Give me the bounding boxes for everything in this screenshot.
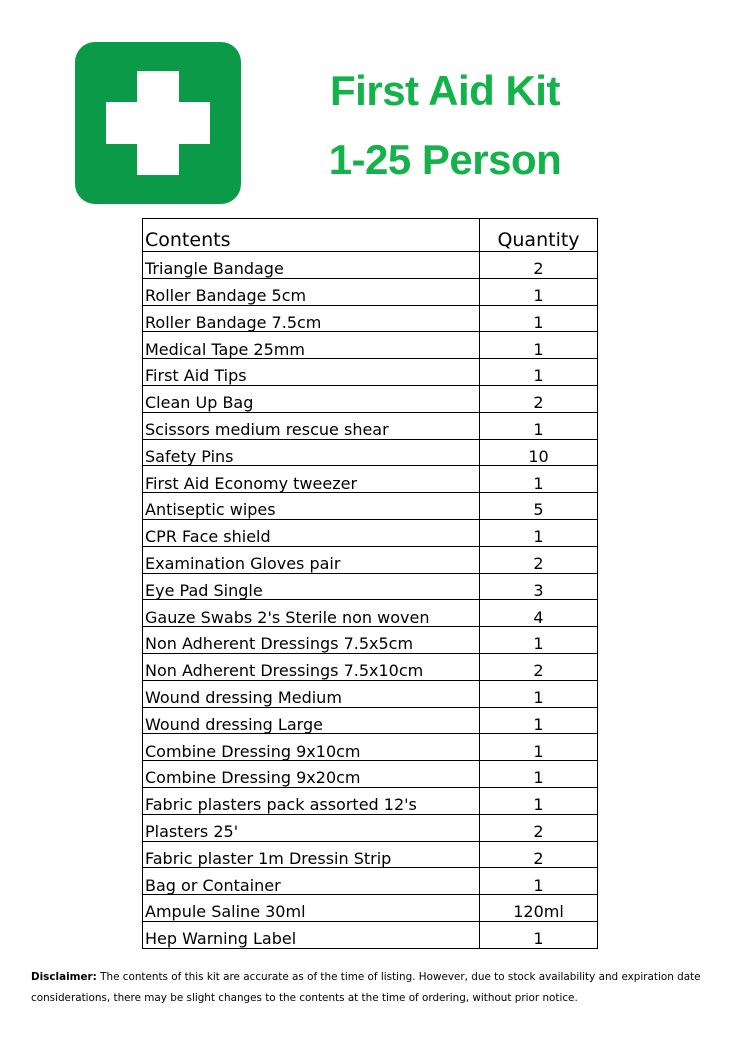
item-quantity-cell: 1 xyxy=(480,868,598,895)
item-name-cell: Triangle Bandage xyxy=(143,252,480,279)
page-title: First Aid Kit xyxy=(330,67,560,114)
item-name-cell: Wound dressing Large xyxy=(143,707,480,734)
contents-column-header: Contents xyxy=(143,219,480,252)
table-row xyxy=(143,519,598,546)
table-row xyxy=(143,734,598,761)
item-quantity-cell: 2 xyxy=(480,252,598,279)
item-name-cell: Hep Warning Label xyxy=(143,921,480,948)
item-quantity-cell: 1 xyxy=(480,278,598,305)
item-quantity-cell: 1 xyxy=(480,921,598,948)
item-quantity-cell: 1 xyxy=(480,734,598,761)
first-aid-cross-icon xyxy=(75,42,241,204)
item-quantity-cell: 1 xyxy=(480,627,598,654)
table-row xyxy=(143,627,598,654)
item-quantity-cell: 120ml xyxy=(480,895,598,922)
item-name-cell: Wound dressing Medium xyxy=(143,680,480,707)
item-name-cell: Medical Tape 25mm xyxy=(143,332,480,359)
table-row xyxy=(143,841,598,868)
item-quantity-cell: 1 xyxy=(480,519,598,546)
table-row xyxy=(143,332,598,359)
item-quantity-cell: 2 xyxy=(480,385,598,412)
item-name-cell: Roller Bandage 7.5cm xyxy=(143,305,480,332)
table-body xyxy=(143,252,598,949)
table-row xyxy=(143,868,598,895)
item-quantity-cell: 2 xyxy=(480,841,598,868)
item-name-cell: Combine Dressing 9x10cm xyxy=(143,734,480,761)
item-name-cell: First Aid Economy tweezer xyxy=(143,466,480,493)
item-name-cell: Examination Gloves pair xyxy=(143,546,480,573)
item-name-cell: Eye Pad Single xyxy=(143,573,480,600)
disclaimer-label: Disclaimer: xyxy=(31,971,97,983)
table-row xyxy=(143,787,598,814)
item-name-cell: Fabric plaster 1m Dressin Strip xyxy=(143,841,480,868)
item-name-cell: Bag or Container xyxy=(143,868,480,895)
table-row xyxy=(143,600,598,627)
item-name-cell: Safety Pins xyxy=(143,439,480,466)
cross-horizontal-bar xyxy=(106,102,210,144)
table-row xyxy=(143,761,598,788)
item-quantity-cell: 1 xyxy=(480,332,598,359)
item-quantity-cell: 5 xyxy=(480,493,598,520)
table-row xyxy=(143,439,598,466)
item-quantity-cell: 2 xyxy=(480,653,598,680)
disclaimer xyxy=(31,967,717,1009)
table-row xyxy=(143,707,598,734)
item-quantity-cell: 1 xyxy=(480,761,598,788)
item-name-cell: Ampule Saline 30ml xyxy=(143,895,480,922)
item-name-cell: Combine Dressing 9x20cm xyxy=(143,761,480,788)
table-row xyxy=(143,493,598,520)
item-quantity-cell: 1 xyxy=(480,466,598,493)
item-name-cell: Non Adherent Dressings 7.5x10cm xyxy=(143,653,480,680)
table-header-row xyxy=(143,219,598,252)
quantity-column-header: Quantity xyxy=(480,219,598,252)
disclaimer-text: The contents of this kit are accurate as of the time of listing. However, due to stock availability and expiration date considerations, there may be slight changes to the contents at the time of ordering, without prior notice. xyxy=(31,971,701,1004)
item-quantity-cell: 3 xyxy=(480,573,598,600)
item-quantity-cell: 1 xyxy=(480,412,598,439)
table-row xyxy=(143,895,598,922)
item-quantity-cell: 4 xyxy=(480,600,598,627)
table-row xyxy=(143,653,598,680)
item-name-cell: Antiseptic wipes xyxy=(143,493,480,520)
page-subtitle: 1-25 Person xyxy=(328,136,562,183)
item-quantity-cell: 2 xyxy=(480,546,598,573)
table-row xyxy=(143,466,598,493)
table-row xyxy=(143,359,598,386)
item-name-cell: Gauze Swabs 2's Sterile non woven xyxy=(143,600,480,627)
item-quantity-cell: 1 xyxy=(480,707,598,734)
item-name-cell: Plasters 25' xyxy=(143,814,480,841)
item-name-cell: Scissors medium rescue shear xyxy=(143,412,480,439)
table-row xyxy=(143,573,598,600)
contents-table xyxy=(142,218,598,949)
table-row xyxy=(143,305,598,332)
item-name-cell: Non Adherent Dressings 7.5x5cm xyxy=(143,627,480,654)
table-row xyxy=(143,814,598,841)
table-row xyxy=(143,546,598,573)
item-name-cell: CPR Face shield xyxy=(143,519,480,546)
item-quantity-cell: 10 xyxy=(480,439,598,466)
item-quantity-cell: 2 xyxy=(480,814,598,841)
table-row xyxy=(143,680,598,707)
item-quantity-cell: 1 xyxy=(480,359,598,386)
item-name-cell: First Aid Tips xyxy=(143,359,480,386)
table-row xyxy=(143,412,598,439)
item-quantity-cell: 1 xyxy=(480,305,598,332)
item-name-cell: Fabric plasters pack assorted 12's xyxy=(143,787,480,814)
item-quantity-cell: 1 xyxy=(480,787,598,814)
item-name-cell: Clean Up Bag xyxy=(143,385,480,412)
table-row xyxy=(143,278,598,305)
item-name-cell: Roller Bandage 5cm xyxy=(143,278,480,305)
table-row xyxy=(143,385,598,412)
table-row xyxy=(143,921,598,948)
table-row xyxy=(143,252,598,279)
item-quantity-cell: 1 xyxy=(480,680,598,707)
